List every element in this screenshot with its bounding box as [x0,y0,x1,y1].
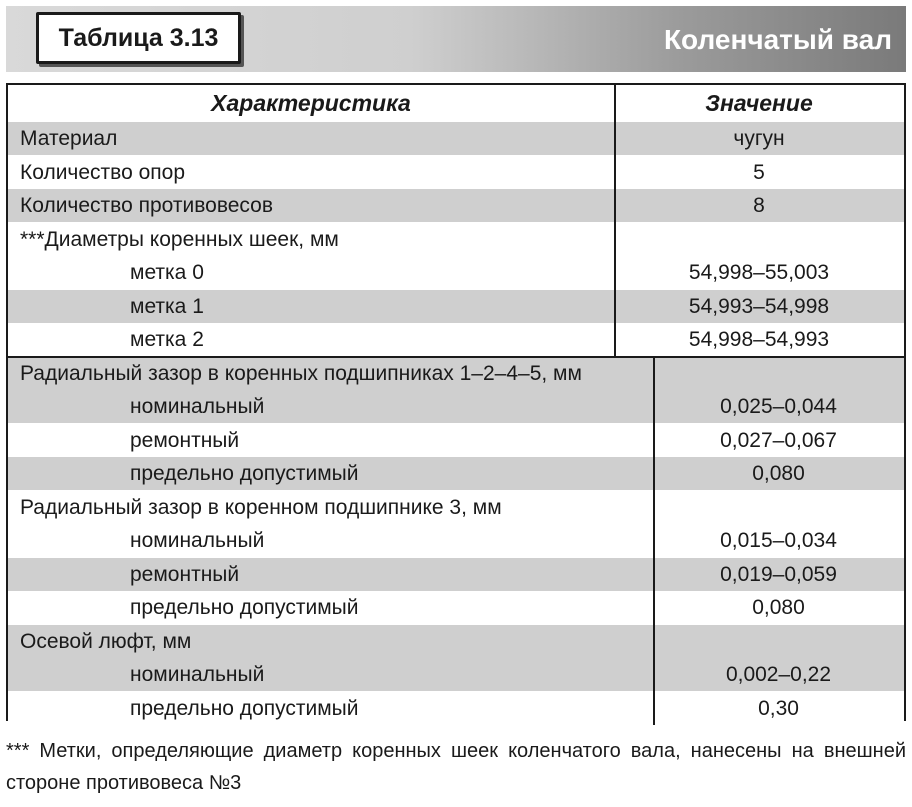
table-row [8,290,904,323]
group-separator [8,356,904,358]
row-value: 0,002–0,22 [725,663,832,686]
row-label: Осевой люфт, мм [20,629,192,653]
table-number: Таблица 3.13 [58,24,219,52]
table-row [8,591,904,624]
row-value: 54,998–54,993 [688,328,830,351]
row-label: предельно допустимый [130,462,359,485]
row-value: 0,080 [752,462,805,485]
row-label: номинальный [130,663,265,686]
table-row [8,658,904,691]
row-value: 54,998–55,003 [688,261,830,284]
row-value: 8 [753,194,765,217]
row-value: 0,30 [758,696,799,720]
column-header-value: Значение [705,90,813,116]
table-row [8,524,904,557]
row-value: 0,019–0,059 [720,562,837,586]
row-label: Радиальный зазор в коренном подшипнике 3, мм [20,495,502,519]
row-value: 54,993–54,998 [688,294,830,318]
row-value: 5 [753,160,765,184]
table-row [8,457,904,490]
row-value: 0,027–0,067 [720,428,837,452]
row-label: метка 0 [130,261,204,284]
row-label: номинальный [130,395,265,418]
table-row [8,625,904,658]
row-label: номинальный [130,529,265,552]
table-row [8,424,904,457]
row-label: метка 2 [130,328,204,351]
row-label: предельно допустимый [130,596,359,619]
table-row [8,491,904,524]
table-row [8,122,904,155]
row-label: Радиальный зазор в коренных подшипниках 1–2–4–5, мм [20,361,582,385]
row-value: 0,025–0,044 [720,395,837,418]
column-divider [653,357,655,726]
row-label: метка 1 [130,294,204,318]
table-row [8,390,904,423]
column-header-characteristic: Характеристика [211,90,411,116]
table-banner [6,6,906,72]
table-header [8,85,904,124]
column-divider [614,122,616,357]
table-row [8,357,904,390]
row-label: предельно допустимый [130,696,359,720]
table-row [8,323,904,356]
row-label: Количество противовесов [20,194,273,217]
table-row [8,189,904,222]
row-label: Количество опор [20,160,186,184]
table-number-badge [36,12,241,64]
row-label: ремонтный [130,428,240,452]
table-row [8,692,904,725]
table-row [8,156,904,189]
row-value: чугун [733,127,785,150]
row-label: ремонтный [130,562,240,586]
row-value: 0,080 [752,596,805,619]
table-row [8,223,904,256]
row-label: Материал [20,127,118,150]
specs-table [6,83,906,721]
table-row [8,256,904,289]
footnote: *** Метки, определяющие диаметр коренных шеек коленчатого вала, нанесены на внешней стороне противовеса №3 [6,740,906,794]
row-value: 0,015–0,034 [720,529,837,552]
row-label: ***Диаметры коренных шеек, мм [20,227,339,251]
table-row [8,558,904,591]
table-title: Коленчатый вал [663,24,892,55]
